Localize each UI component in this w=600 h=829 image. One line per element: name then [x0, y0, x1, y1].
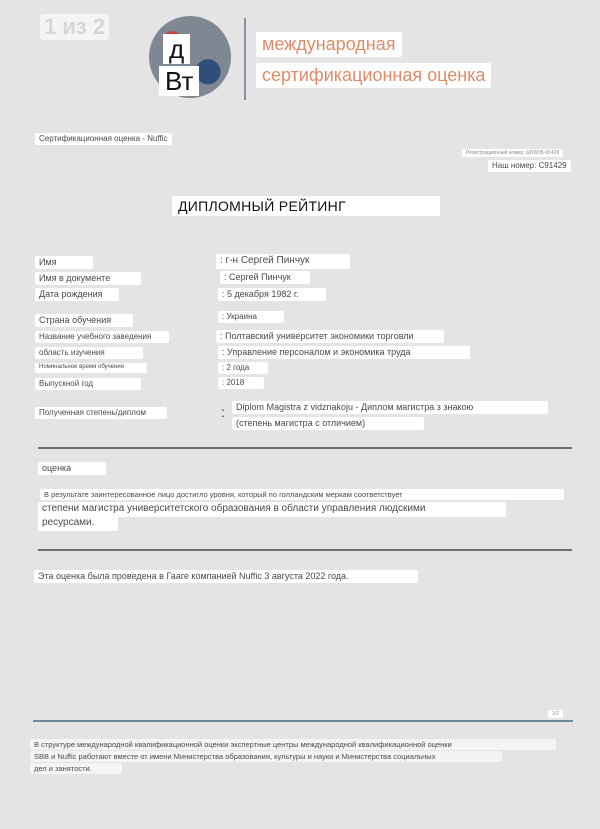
field-name-value: : г-н Сергей Пинчук: [216, 254, 350, 269]
logo-letter-vt: Вт: [159, 66, 199, 96]
field-docname-value: : Сергей Пинчук: [220, 271, 310, 284]
field-birth-value: : 5 декабря 1982 г.: [218, 288, 326, 301]
field-birth-label: Дата рождения: [35, 288, 119, 301]
assessment-heading: оценка: [38, 462, 106, 475]
logo-emblem: [149, 16, 231, 98]
assessment-level-line1: степени магистра университетского образования в области управления людскими: [38, 502, 506, 517]
our-number: Наш номер: C91429: [488, 160, 571, 172]
conducted-statement: Эта оценка была проведена в Гааге компанией Nuffic 3 августа 2022 года.: [34, 570, 418, 583]
footer-line-1: В структуре международной квалификационной оценки экспертные центры международной квалификационной оценки: [30, 739, 556, 750]
logo-letter-d: д: [163, 34, 190, 64]
field-country-label: Страна обучения: [35, 314, 133, 327]
field-year-value: : 2018: [218, 377, 264, 389]
page-counter: 1 из 2: [40, 14, 109, 40]
field-docname-label: Имя в документе: [35, 272, 141, 285]
section-divider-2: [38, 549, 572, 551]
assessment-level-line2: ресурсами.: [38, 516, 118, 531]
field-study-label: область изучения: [35, 347, 143, 359]
brand-line-2: сертификационная оценка: [256, 63, 491, 88]
footer-page-number: 1/2: [548, 710, 563, 718]
field-duration-label: Номинальное время обучения: [35, 363, 147, 373]
field-name-label: Имя: [35, 256, 93, 269]
footer-line-3: дел и занятости.: [30, 763, 122, 774]
field-year-label: Выпускной год: [35, 378, 141, 390]
field-degree-colon: :: [221, 404, 225, 420]
field-degree-value-line1: Diplom Magistra z vidznakoju - Диплом магистра з знакою: [232, 401, 548, 414]
footer-divider: [33, 720, 573, 722]
field-duration-value: : 2 года: [218, 362, 268, 374]
registration-number: Регистрационный номер: IsDW35-91429: [462, 149, 563, 157]
field-degree-label: Полученная степень/диплом: [35, 407, 167, 419]
section-divider-1: [38, 447, 572, 449]
source-label: Сертификационная оценка - Nuffic: [35, 133, 172, 145]
assessment-intro: В результате заинтересованное лицо достигло уровня, который по голландским меркам соответствует: [40, 489, 564, 500]
page-title: ДИПЛОМНЫЙ РЕЙТИНГ: [172, 196, 440, 216]
field-degree-value-line2: (степень магистра с отличием): [232, 417, 424, 430]
logo-divider: [244, 18, 246, 100]
footer-line-2: SBB и Nuffic работают вместе от имени Министерства образования, культуры и науки и Министерства социальных: [30, 751, 502, 762]
field-country-value: : Украина: [218, 311, 284, 323]
brand-line-1: международная: [256, 32, 402, 57]
field-institution-value: : Полтавский университет экономики торговли: [216, 330, 444, 343]
field-study-value: : Управление персоналом и экономика труда: [218, 346, 470, 359]
field-institution-label: Название учебного заведения: [35, 331, 169, 343]
